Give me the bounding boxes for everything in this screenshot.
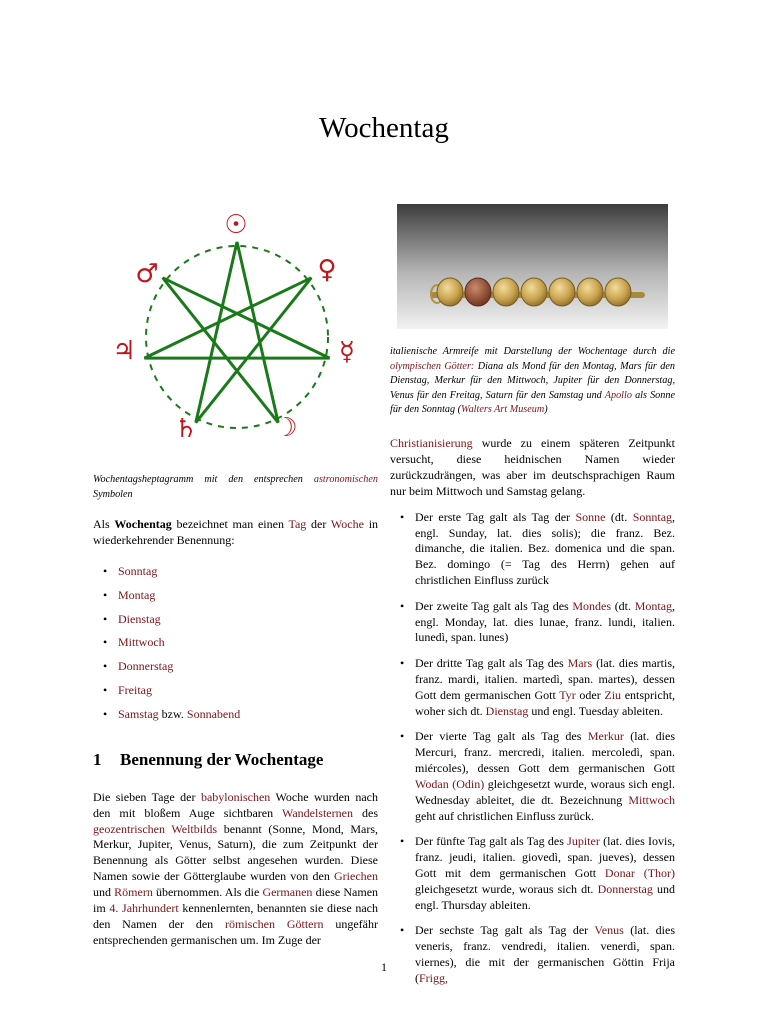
- caption-text: als Sonne für den Sonntag (: [390, 389, 675, 416]
- christianisierung-paragraph: [390, 436, 675, 500]
- link-roemische-goetter[interactable]: römischen Göttern: [225, 916, 324, 931]
- link-olympische-goetter[interactable]: olympischen Götter:: [390, 360, 475, 372]
- caption-text: Symbolen: [93, 488, 133, 500]
- list-item: [93, 564, 378, 580]
- text: (dt.: [614, 598, 632, 613]
- section-paragraph: [93, 790, 378, 949]
- weekday-origins-list: [390, 510, 675, 987]
- term-wochentag: Wochentag: [114, 517, 172, 532]
- text: Der fünfte Tag galt als Tag des: [415, 833, 564, 848]
- link-4-jahrhundert[interactable]: 4. Jahrhundert: [109, 901, 179, 916]
- text: und engl. Tuesday ableiten.: [531, 703, 663, 718]
- link-frigg[interactable]: Frigg,: [419, 970, 449, 985]
- page-number: 1: [381, 960, 387, 974]
- link-donar[interactable]: Donar (Thor): [604, 865, 676, 880]
- link-babylonischen[interactable]: babylonischen: [200, 789, 271, 804]
- link-freitag[interactable]: Freitag: [118, 682, 152, 697]
- section-number: 1: [93, 749, 102, 769]
- list-item: [93, 612, 378, 628]
- saturn-symbol-icon: ♄: [174, 414, 198, 444]
- link-jupiter[interactable]: Jupiter: [567, 833, 600, 848]
- list-item: [390, 729, 675, 824]
- text: Woche wurden nach den mit bloßem Auge sichtbaren: [93, 789, 379, 820]
- text: bezeichnet man einen: [176, 517, 284, 532]
- text: geht auf christlichen Einfluss zurück.: [415, 808, 594, 823]
- section-heading: [93, 750, 378, 770]
- list-item: [390, 510, 675, 590]
- text: der: [311, 517, 327, 532]
- intro-paragraph: [93, 517, 378, 549]
- link-apollo[interactable]: Apollo: [604, 389, 632, 401]
- link-christianisierung[interactable]: Christianisierung: [390, 435, 473, 450]
- link-woche[interactable]: Woche: [330, 517, 364, 532]
- text: Der vierte Tag galt als Tag des: [415, 728, 582, 743]
- text: Der zweite Tag galt als Tag des: [415, 598, 569, 613]
- text: Der sechste Tag galt als Tag der: [415, 922, 589, 937]
- caption-text: italienische Armreife mit Darstellung der Wochentage durch die: [390, 346, 675, 357]
- link-dienstag-2[interactable]: Dienstag: [485, 703, 529, 718]
- heptagram-star: [144, 242, 329, 423]
- list-item: [93, 588, 378, 604]
- text: , engl. Monday, lat. dies lunae, franz. lundi, italien. lunedì, span. lunes): [415, 598, 676, 645]
- link-germanen[interactable]: Germanen: [262, 885, 313, 900]
- sun-symbol-icon: ☉: [224, 210, 248, 240]
- text: Der erste Tag galt als Tag der: [415, 509, 571, 524]
- heptagram-figure: [90, 195, 382, 457]
- text: oder: [579, 687, 601, 702]
- link-donnerstag[interactable]: Donnerstag: [118, 659, 174, 674]
- text: benannt (Sonne, Mond, Mars, Merkur, Jupiter, Venus, Saturn), die zum Zeitpunkt der Benennung als Götter selbst angesehen wurden. Diese Namen sowie der Götterglaube wurden von den: [93, 821, 378, 884]
- link-dienstag[interactable]: Dienstag: [118, 611, 161, 626]
- jupiter-symbol-icon: ♃: [112, 336, 136, 366]
- text: gleichgesetzt wurde, woraus sich dt.: [415, 881, 594, 896]
- link-donnerstag-2[interactable]: Donnerstag: [597, 881, 653, 896]
- list-item: [390, 656, 675, 720]
- text: in wiederkehrender Benennung:: [93, 517, 379, 548]
- link-sonntag-2[interactable]: Sonntag: [632, 509, 673, 524]
- list-item: [390, 599, 675, 647]
- link-montag[interactable]: Montag: [118, 587, 156, 602]
- text: wurde zu einem späteren Zeitpunkt versucht, diese heidnischen Namen wieder zurückzudrängen, was aber im deutschsprachigen Raum nur beim Mittwoch und Samstag gelang.: [390, 435, 675, 498]
- link-tyr[interactable]: Tyr: [559, 687, 576, 702]
- text: entspricht, woher sich dt.: [415, 687, 676, 718]
- moon-symbol-icon: ☽: [274, 413, 298, 443]
- link-roemern[interactable]: Römern: [114, 885, 153, 900]
- page-title: Wochentag: [319, 112, 449, 144]
- link-mondes[interactable]: Mondes: [572, 598, 612, 613]
- list-item: [390, 923, 675, 987]
- text: (lat. dies veneris, franz. vendredi, italien. venerdì, span. viernes), die mit der germanischen Göttin Frija (: [415, 922, 675, 985]
- list-item: [390, 834, 675, 914]
- mercury-symbol-icon: ☿: [339, 337, 355, 367]
- venus-symbol-icon: ♀: [317, 255, 337, 285]
- mars-symbol-icon: ♂: [135, 259, 159, 289]
- link-sonne[interactable]: Sonne: [575, 509, 606, 524]
- link-tag[interactable]: Tag: [288, 517, 307, 532]
- section-title: Benennung der Wochentage: [120, 749, 324, 769]
- text: (dt.: [610, 509, 628, 524]
- link-samstag[interactable]: Samstag: [118, 706, 159, 721]
- text: , engl. Sunday, lat. dies solis); die franz. Bez. dimanche, die italien. Bez. domenica und die span. Bez. domingo (= Tag des Herrn) gehen auf christlichen Einfluss zurück: [415, 509, 676, 588]
- link-ziu[interactable]: Ziu: [604, 687, 622, 702]
- link-venus[interactable]: Venus: [594, 922, 624, 937]
- link-mars[interactable]: Mars: [567, 655, 593, 670]
- text: kennenlernten, benannten sie diese nach den Namen der den: [93, 901, 379, 931]
- text: (lat. dies Iovis, franz. jeudi, italien. giovedì, span. jueves), dessen Gott mit dem germanischen Gott: [415, 833, 676, 880]
- link-geozentrisches-weltbild[interactable]: geozentrischen Weltbilds: [93, 821, 218, 836]
- link-wandelsternen[interactable]: Wandelsternen: [281, 805, 353, 820]
- link-mittwoch-2[interactable]: Mittwoch: [628, 792, 676, 807]
- link-sonnabend[interactable]: Sonnabend: [186, 706, 241, 721]
- text: und engl. Thursday ableiten.: [415, 881, 676, 912]
- link-mittwoch[interactable]: Mittwoch: [118, 635, 165, 650]
- text: diese Namen im: [93, 885, 379, 916]
- list-item: [93, 659, 378, 675]
- link-walters-art-museum[interactable]: Walters Art Museum: [461, 404, 545, 416]
- heptagram-caption: [93, 473, 378, 502]
- bracelet-caption: [390, 345, 675, 418]
- text: gleichgesetzt wurde, woraus sich engl. Wednesday ableitet, die dt. Bezeichnung: [415, 776, 676, 807]
- link-merkur[interactable]: Merkur: [587, 728, 624, 743]
- list-item: [93, 635, 378, 651]
- text: bzw.: [161, 706, 184, 721]
- link-wodan[interactable]: Wodan (Odin): [415, 776, 485, 791]
- text: Die sieben Tage der: [93, 789, 196, 804]
- text: (lat. dies Mercuri, franz. mercredi, italien. mercoledì, span. miércoles), dessen Gott dem germanischen Gott: [415, 728, 676, 775]
- bracelet-photo: [397, 204, 668, 329]
- link-sonntag[interactable]: Sonntag: [118, 564, 158, 578]
- link-griechen[interactable]: Griechen: [334, 869, 378, 884]
- link-astronomischen[interactable]: astronomischen: [313, 474, 378, 485]
- text: des: [362, 805, 379, 820]
- text: ungefähr entsprechenden germanischen um. Im Zuge der: [93, 916, 378, 947]
- text: Als: [93, 517, 110, 532]
- list-item: [93, 707, 378, 723]
- text: übernommen. Als die: [155, 885, 260, 900]
- text: Der dritte Tag galt als Tag des: [415, 655, 564, 670]
- caption-text: ): [544, 404, 548, 416]
- text: (lat. dies martis, franz. mardi, italien. martedì, span. martes), dessen Gott dem germanischen Gott: [415, 655, 676, 702]
- text: und: [93, 885, 111, 900]
- list-item: [93, 683, 378, 699]
- caption-text: Diana als Mond für den Montag, Mars für den Dienstag, Merkur für den Mittwoch, Jupiter für den Donnerstag, Venus für den Freitag, Saturn für den Samstag und: [390, 360, 676, 401]
- caption-text: Wochentagsheptagramm mit den entsprechen: [93, 474, 303, 485]
- orbit-circle: [146, 246, 328, 428]
- link-montag-2[interactable]: Montag: [634, 598, 673, 613]
- weekday-list: [93, 564, 378, 723]
